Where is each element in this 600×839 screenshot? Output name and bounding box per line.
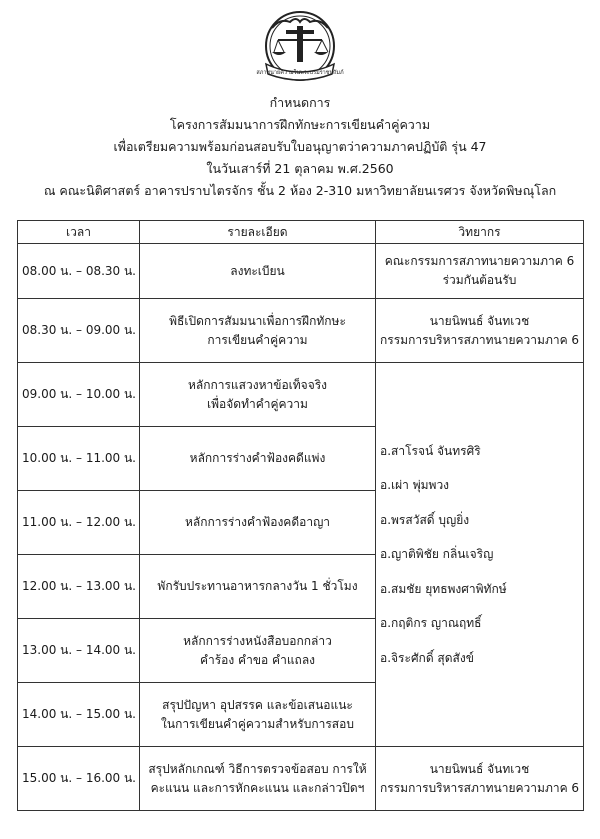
speaker-name: อ.สาโรจน์ จันทรศิริ	[380, 443, 481, 458]
row-speaker: นายนิพนธ์ จันทเวช กรรมการบริหารสภาทนายความภาค 6	[376, 299, 584, 363]
row-detail: พิธีเปิดการสัมมนาเพื่อการฝึกทักษะ การเขียนคำคู่ความ	[140, 299, 376, 363]
row-time: 13.00 น. – 14.00 น.	[18, 619, 140, 683]
table-header-row	[18, 221, 584, 244]
row-time: 08.00 น. – 08.30 น.	[18, 244, 140, 299]
speaker-list	[376, 363, 584, 747]
table-row	[18, 747, 584, 811]
row-detail: หลักการร่างหนังสือบอกกล่าว คำร้อง คำขอ คำแถลง	[140, 619, 376, 683]
table-row	[18, 299, 584, 363]
speaker-name: อ.ญาติพิชัย กลิ่นเจริญ	[380, 547, 494, 562]
row-time: 08.30 น. – 09.00 น.	[18, 299, 140, 363]
header-detail: รายละเอียด	[140, 221, 376, 244]
svg-text:สภาทนายความในพระบรมราชูปถัมภ์: สภาทนายความในพระบรมราชูปถัมภ์	[256, 70, 344, 76]
row-time: 11.00 น. – 12.00 น.	[18, 491, 140, 555]
speaker-name: อ.จิระศักดิ์ สุดสังข์	[380, 650, 474, 665]
heading-date: ในวันเสาร์ที่ 21 ตุลาคม พ.ศ.2560	[206, 161, 394, 176]
header-time: เวลา	[18, 221, 140, 244]
schedule-table	[17, 220, 584, 811]
lawyers-council-seal-logo	[256, 8, 344, 88]
row-detail: ลงทะเบียน	[140, 244, 376, 299]
speaker-name: อ.เผ่า พุ่มพวง	[380, 478, 450, 493]
heading-project: โครงการสัมมนาการฝึกทักษะการเขียนคำคู่ความ	[169, 117, 431, 132]
header-speaker: วิทยากร	[376, 221, 584, 244]
row-detail: พักรับประทานอาหารกลางวัน 1 ชั่วโมง	[140, 555, 376, 619]
document-heading	[0, 92, 600, 202]
speaker-name: อ.สมชัย ยุทธพงศาพิทักษ์	[380, 581, 507, 596]
table-row	[18, 363, 584, 427]
speaker-name: อ.กฤติกร ญาณฤทธิ์	[380, 616, 482, 631]
row-detail: หลักการร่างคำฟ้องคดีอาญา	[140, 491, 376, 555]
row-detail: หลักการแสวงหาข้อเท็จจริง เพื่อจัดทำคำคู่ความ	[140, 363, 376, 427]
speaker-name: อ.พรสวัสดิ์ บุญยิ่ง	[380, 512, 470, 527]
heading-title: กำหนดการ	[269, 95, 331, 110]
row-time: 09.00 น. – 10.00 น.	[18, 363, 140, 427]
row-time: 12.00 น. – 13.00 น.	[18, 555, 140, 619]
row-speaker: คณะกรรมการสภาทนายความภาค 6 ร่วมกันต้อนรับ	[376, 244, 584, 299]
heading-venue: ณ คณะนิติศาสตร์ อาคารปราบไตรจักร ชั้น 2 ห้อง 2-310 มหาวิทยาลัยนเรศวร จังหวัดพิษณุโลก	[43, 183, 557, 198]
heading-purpose: เพื่อเตรียมความพร้อมก่อนสอบรับใบอนุญาตว่าความภาคปฏิบัติ รุ่น 47	[113, 139, 487, 154]
row-speaker: นายนิพนธ์ จันทเวช กรรมการบริหารสภาทนายความภาค 6	[376, 747, 584, 811]
row-time: 15.00 น. – 16.00 น.	[18, 747, 140, 811]
row-time: 14.00 น. – 15.00 น.	[18, 683, 140, 747]
row-detail: สรุปหลักเกณฑ์ วิธีการตรวจข้อสอบ การให้ คะแนน และการหักคะแนน และกล่าวปิดฯ	[140, 747, 376, 811]
row-detail: สรุปปัญหา อุปสรรค และข้อเสนอแนะ ในการเขียนคำคู่ความสำหรับการสอบ	[140, 683, 376, 747]
row-time: 10.00 น. – 11.00 น.	[18, 427, 140, 491]
table-row	[18, 244, 584, 299]
row-detail: หลักการร่างคำฟ้องคดีแพ่ง	[140, 427, 376, 491]
